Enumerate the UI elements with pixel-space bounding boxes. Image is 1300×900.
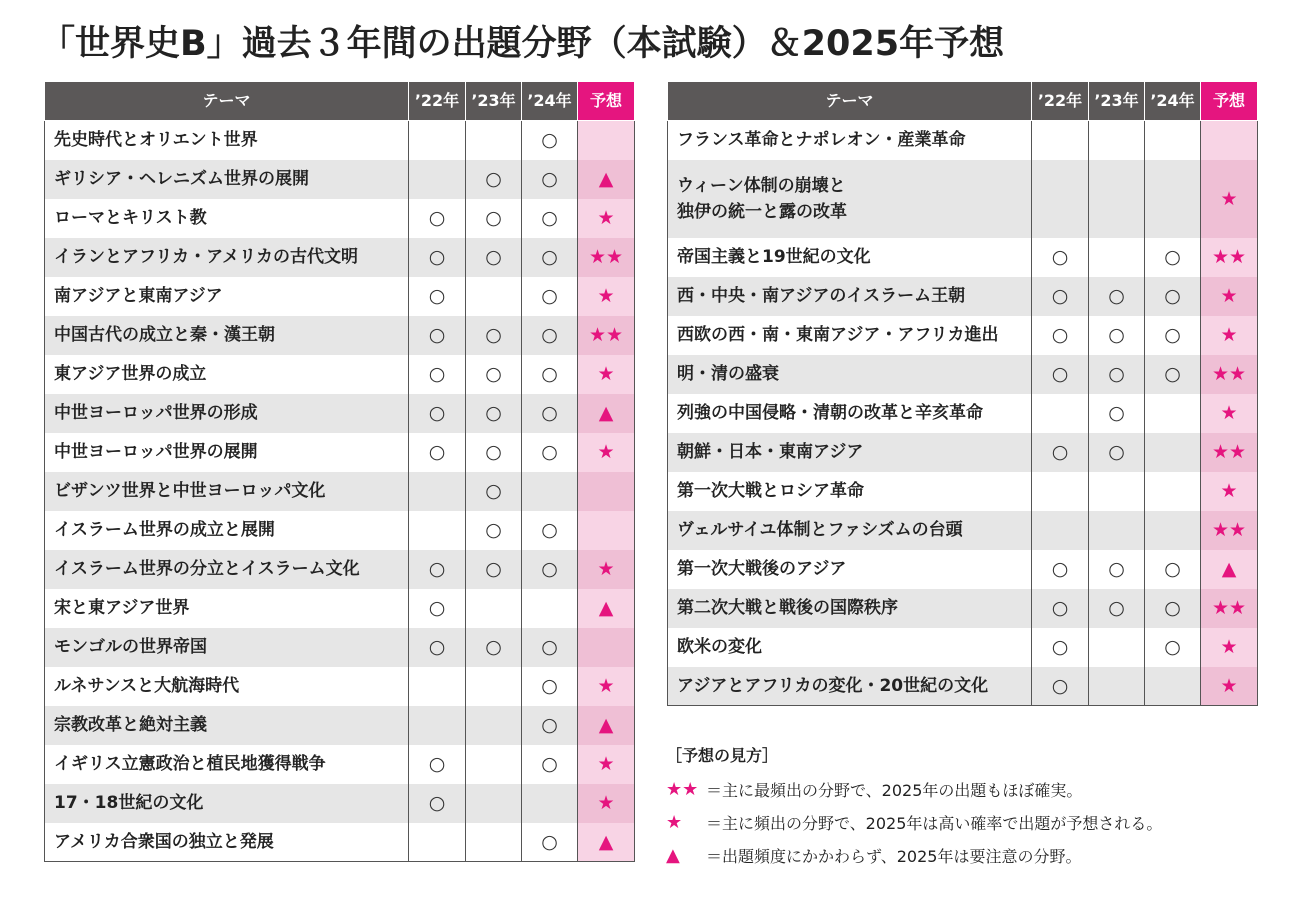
mark-cell-y22	[409, 511, 466, 550]
mark-cell-y23	[1089, 628, 1145, 667]
theme-label: 第二次大戦と戦後の国際秩序	[677, 598, 898, 618]
mark-cell-y24: ○	[1145, 550, 1201, 589]
prediction-cell: ★	[1201, 394, 1258, 433]
theme-cell	[668, 589, 1032, 628]
mark-cell-y22	[409, 706, 466, 745]
table-row	[668, 589, 1258, 628]
theme-cell	[668, 628, 1032, 667]
table-row	[668, 433, 1258, 472]
table-row	[45, 511, 635, 550]
mark-cell-y23: ○	[466, 472, 522, 511]
mark-cell-y24: ○	[522, 355, 578, 394]
mark-cell-y23	[466, 121, 522, 160]
mark-cell-y24	[1145, 160, 1201, 238]
theme-cell	[45, 589, 409, 628]
theme-cell	[668, 472, 1032, 511]
header-2023: ’23年	[466, 82, 522, 121]
theme-cell	[45, 238, 409, 277]
theme-cell	[45, 394, 409, 433]
mark-cell-y22: ○	[409, 199, 466, 238]
theme-label: イギリス立憲政治と植民地獲得戦争	[54, 754, 326, 774]
theme-cell	[45, 706, 409, 745]
mark-cell-y24: ○	[522, 745, 578, 784]
mark-cell-y24	[1145, 394, 1201, 433]
mark-cell-y23: ○	[466, 511, 522, 550]
mark-cell-y22	[409, 472, 466, 511]
legend-item-star	[666, 806, 1286, 839]
prediction-cell: ▲	[578, 394, 635, 433]
mark-cell-y22: ○	[409, 316, 466, 355]
theme-label: イランとアフリカ・アメリカの古代文明	[54, 247, 358, 267]
mark-cell-y22: ○	[409, 433, 466, 472]
mark-cell-y22	[1032, 121, 1089, 160]
prediction-cell: ▲	[578, 823, 635, 862]
mark-cell-y22: ○	[409, 355, 466, 394]
prediction-cell: ★	[578, 355, 635, 394]
table-row	[45, 784, 635, 823]
mark-cell-y22: ○	[409, 745, 466, 784]
mark-cell-y23: ○	[466, 199, 522, 238]
theme-cell	[668, 277, 1032, 316]
theme-cell	[668, 238, 1032, 277]
mark-cell-y22: ○	[409, 550, 466, 589]
theme-cell	[45, 433, 409, 472]
table-row	[45, 238, 635, 277]
mark-cell-y23: ○	[466, 628, 522, 667]
mark-cell-y23	[466, 784, 522, 823]
theme-cell	[668, 433, 1032, 472]
mark-cell-y24: ○	[1145, 355, 1201, 394]
theme-label: 明・清の盛衰	[677, 364, 779, 384]
theme-label: 朝鮮・日本・東南アジア	[677, 442, 864, 462]
theme-cell	[45, 199, 409, 238]
mark-cell-y24: ○	[522, 316, 578, 355]
mark-cell-y23: ○	[1089, 277, 1145, 316]
mark-cell-y24: ○	[522, 628, 578, 667]
mark-cell-y23: ○	[1089, 589, 1145, 628]
theme-cell	[45, 160, 409, 199]
right-table	[667, 81, 1258, 706]
mark-cell-y24	[522, 589, 578, 628]
prediction-cell: ★★	[578, 316, 635, 355]
prediction-cell	[578, 121, 635, 160]
prediction-cell: ★	[578, 667, 635, 706]
mark-cell-y24: ○	[522, 199, 578, 238]
theme-label: モンゴルの世界帝国	[54, 637, 207, 657]
prediction-cell: ★	[578, 550, 635, 589]
mark-cell-y24	[1145, 121, 1201, 160]
mark-cell-y24	[522, 784, 578, 823]
theme-cell	[668, 667, 1032, 706]
mark-cell-y23: ○	[466, 160, 522, 199]
theme-label: アメリカ合衆国の独立と発展	[54, 831, 274, 852]
prediction-cell	[578, 472, 635, 511]
legend-text: ＝出題頻度にかかわらず、2025年は要注意の分野。	[706, 847, 1082, 866]
mark-cell-y23: ○	[466, 238, 522, 277]
theme-label: 宋と東アジア世界	[54, 598, 190, 618]
theme-label: 西・中央・南アジアのイスラーム王朝	[677, 286, 966, 306]
prediction-cell	[578, 628, 635, 667]
prediction-cell: ▲	[578, 706, 635, 745]
header-prediction: 予想	[578, 82, 635, 121]
theme-cell	[45, 628, 409, 667]
prediction-cell: ★	[1201, 316, 1258, 355]
mark-cell-y22	[409, 121, 466, 160]
theme-label: ローマとキリスト教	[54, 208, 207, 228]
theme-cell	[45, 277, 409, 316]
mark-cell-y23	[1089, 238, 1145, 277]
prediction-cell: ★★	[1201, 589, 1258, 628]
prediction-cell: ★	[1201, 667, 1258, 706]
mark-cell-y22: ○	[1032, 628, 1089, 667]
table-row	[45, 394, 635, 433]
mark-cell-y24: ○	[522, 277, 578, 316]
mark-cell-y23	[1089, 160, 1145, 238]
prediction-cell	[1201, 121, 1258, 160]
theme-cell	[668, 160, 1032, 238]
table-row	[45, 160, 635, 199]
header-2024: ’24年	[1145, 82, 1201, 121]
table-row	[45, 550, 635, 589]
table-row	[45, 199, 635, 238]
mark-cell-y24	[1145, 667, 1201, 706]
prediction-cell: ★	[578, 745, 635, 784]
prediction-cell: ▲	[1201, 550, 1258, 589]
theme-label: 欧米の変化	[677, 637, 762, 657]
right-table-body	[668, 121, 1258, 706]
mark-cell-y22	[409, 667, 466, 706]
theme-label: ルネサンスと大航海時代	[54, 676, 240, 696]
mark-cell-y23	[466, 277, 522, 316]
theme-label-line2: 独伊の統一と露の改革	[677, 201, 847, 222]
mark-cell-y23	[466, 823, 522, 862]
theme-cell	[45, 121, 409, 160]
theme-label: 南アジアと東南アジア	[54, 286, 223, 306]
theme-label: ウィーン体制の崩壊と	[677, 175, 846, 196]
prediction-cell	[578, 511, 635, 550]
table-header-row	[45, 82, 635, 121]
legend-item-double-star	[666, 773, 1286, 806]
mark-cell-y23	[466, 589, 522, 628]
double-star-icon: ★★	[666, 779, 699, 800]
mark-cell-y22	[1032, 472, 1089, 511]
theme-cell	[668, 511, 1032, 550]
mark-cell-y24: ○	[1145, 277, 1201, 316]
mark-cell-y23: ○	[1089, 355, 1145, 394]
header-2024: ’24年	[522, 82, 578, 121]
theme-cell	[668, 355, 1032, 394]
table-header-row	[668, 82, 1258, 121]
mark-cell-y22: ○	[1032, 277, 1089, 316]
mark-cell-y23	[1089, 511, 1145, 550]
mark-cell-y22: ○	[1032, 355, 1089, 394]
table-row	[668, 160, 1258, 238]
header-2023: ’23年	[1089, 82, 1145, 121]
page-title: 「世界史B」過去３年間の出題分野（本試験）＆2025年予想	[40, 24, 1005, 64]
header-theme: テーマ	[45, 82, 409, 121]
theme-cell	[45, 823, 409, 862]
theme-label: ギリシア・ヘレニズム世界の展開	[54, 169, 309, 189]
mark-cell-y23	[1089, 472, 1145, 511]
theme-cell	[45, 745, 409, 784]
mark-cell-y23: ○	[1089, 316, 1145, 355]
theme-label: 中世ヨーロッパ世界の形成	[54, 403, 258, 423]
theme-label: 列強の中国侵略・清朝の改革と辛亥革命	[677, 403, 983, 423]
mark-cell-y24: ○	[522, 706, 578, 745]
theme-label: 中国古代の成立と秦・漢王朝	[54, 325, 275, 345]
prediction-cell: ★	[1201, 628, 1258, 667]
mark-cell-y22	[1032, 394, 1089, 433]
mark-cell-y22: ○	[1032, 589, 1089, 628]
theme-cell	[45, 550, 409, 589]
mark-cell-y23: ○	[1089, 433, 1145, 472]
left-table-body	[45, 121, 635, 862]
mark-cell-y22: ○	[409, 589, 466, 628]
mark-cell-y23	[1089, 667, 1145, 706]
mark-cell-y24: ○	[1145, 316, 1201, 355]
theme-cell	[45, 784, 409, 823]
mark-cell-y22: ○	[409, 277, 466, 316]
theme-cell	[45, 472, 409, 511]
theme-label: 中世ヨーロッパ世界の展開	[54, 442, 258, 462]
mark-cell-y22: ○	[1032, 550, 1089, 589]
mark-cell-y22: ○	[1032, 433, 1089, 472]
mark-cell-y23: ○	[466, 550, 522, 589]
mark-cell-y22	[1032, 511, 1089, 550]
mark-cell-y24: ○	[1145, 589, 1201, 628]
mark-cell-y22: ○	[409, 394, 466, 433]
mark-cell-y24: ○	[1145, 628, 1201, 667]
theme-label: ビザンツ世界と中世ヨーロッパ文化	[54, 481, 326, 501]
theme-label: フランス革命とナポレオン・産業革命	[677, 130, 966, 151]
theme-cell	[45, 667, 409, 706]
header-prediction: 予想	[1201, 82, 1258, 121]
theme-label: 17・18世紀の文化	[54, 793, 204, 813]
mark-cell-y24: ○	[522, 511, 578, 550]
mark-cell-y22	[1032, 160, 1089, 238]
theme-cell	[668, 316, 1032, 355]
prediction-cell: ★★	[1201, 355, 1258, 394]
mark-cell-y22: ○	[409, 238, 466, 277]
mark-cell-y23: ○	[466, 433, 522, 472]
prediction-cell: ★	[578, 199, 635, 238]
prediction-cell: ★	[578, 433, 635, 472]
table-row	[668, 550, 1258, 589]
table-row	[668, 472, 1258, 511]
theme-cell	[45, 511, 409, 550]
mark-cell-y23: ○	[466, 394, 522, 433]
theme-label: イスラーム世界の分立とイスラーム文化	[54, 559, 360, 579]
prediction-cell: ★	[578, 277, 635, 316]
table-row	[668, 628, 1258, 667]
table-row	[45, 316, 635, 355]
theme-label: 第一次大戦後のアジア	[677, 559, 847, 579]
mark-cell-y23	[466, 745, 522, 784]
table-row	[668, 355, 1258, 394]
prediction-cell: ★	[578, 784, 635, 823]
theme-cell	[45, 316, 409, 355]
legend-item-triangle	[666, 839, 1286, 872]
mark-cell-y23: ○	[1089, 550, 1145, 589]
mark-cell-y24: ○	[522, 160, 578, 199]
legend-text: ＝主に頻出の分野で、2025年は高い確率で出題が予想される。	[706, 814, 1163, 833]
table-row	[668, 511, 1258, 550]
mark-cell-y22: ○	[409, 628, 466, 667]
theme-label: ヴェルサイユ体制とファシズムの台頭	[677, 520, 963, 540]
prediction-cell: ★	[1201, 160, 1258, 238]
table-row	[45, 472, 635, 511]
prediction-cell: ▲	[578, 160, 635, 199]
table-row	[668, 238, 1258, 277]
table-row	[668, 316, 1258, 355]
triangle-icon: ▲	[666, 845, 680, 866]
theme-label: イスラーム世界の成立と展開	[54, 520, 275, 540]
mark-cell-y23: ○	[466, 355, 522, 394]
mark-cell-y23: ○	[1089, 394, 1145, 433]
theme-cell	[45, 355, 409, 394]
table-row	[45, 628, 635, 667]
table-row	[668, 667, 1258, 706]
mark-cell-y23: ○	[466, 316, 522, 355]
theme-label: 帝国主義と19世紀の文化	[677, 247, 871, 267]
table-row	[45, 589, 635, 628]
theme-label: 先史時代とオリエント世界	[54, 130, 258, 151]
table-row	[45, 706, 635, 745]
legend-heading: ［予想の見方］	[666, 746, 779, 765]
mark-cell-y24: ○	[522, 238, 578, 277]
table-row	[45, 745, 635, 784]
mark-cell-y23	[466, 667, 522, 706]
theme-label: 宗教改革と絶対主義	[54, 715, 207, 735]
table-row	[45, 121, 635, 160]
theme-label: 西欧の西・南・東南アジア・アフリカ進出	[677, 325, 999, 345]
prediction-cell: ★	[1201, 472, 1258, 511]
table-row	[668, 277, 1258, 316]
mark-cell-y22	[409, 823, 466, 862]
theme-cell	[668, 394, 1032, 433]
legend	[666, 745, 1286, 872]
mark-cell-y22: ○	[1032, 667, 1089, 706]
prediction-cell: ★★	[578, 238, 635, 277]
mark-cell-y24	[1145, 472, 1201, 511]
mark-cell-y23	[466, 706, 522, 745]
prediction-cell: ▲	[578, 589, 635, 628]
table-row	[45, 823, 635, 862]
theme-label: アジアとアフリカの変化・20世紀の文化	[677, 675, 989, 696]
mark-cell-y23	[1089, 121, 1145, 160]
prediction-cell: ★★	[1201, 433, 1258, 472]
theme-cell	[668, 121, 1032, 160]
header-theme: テーマ	[668, 82, 1032, 121]
theme-label: 第一次大戦とロシア革命	[677, 481, 864, 501]
mark-cell-y24	[522, 472, 578, 511]
mark-cell-y22: ○	[1032, 238, 1089, 277]
mark-cell-y24: ○	[522, 550, 578, 589]
mark-cell-y24: ○	[522, 667, 578, 706]
mark-cell-y24: ○	[522, 394, 578, 433]
theme-cell	[668, 550, 1032, 589]
mark-cell-y24: ○	[522, 433, 578, 472]
table-row	[45, 355, 635, 394]
mark-cell-y24: ○	[522, 823, 578, 862]
mark-cell-y22	[409, 160, 466, 199]
table-row	[668, 394, 1258, 433]
mark-cell-y22: ○	[1032, 316, 1089, 355]
legend-text: ＝主に最頻出の分野で、2025年の出題もほぼ確実。	[706, 781, 1083, 800]
theme-label: 東アジア世界の成立	[54, 364, 207, 384]
header-2022: ’22年	[1032, 82, 1089, 121]
mark-cell-y24: ○	[1145, 238, 1201, 277]
header-2022: ’22年	[409, 82, 466, 121]
mark-cell-y24	[1145, 433, 1201, 472]
prediction-cell: ★★	[1201, 511, 1258, 550]
mark-cell-y22: ○	[409, 784, 466, 823]
mark-cell-y24: ○	[522, 121, 578, 160]
mark-cell-y24	[1145, 511, 1201, 550]
table-row	[45, 667, 635, 706]
table-row	[45, 277, 635, 316]
prediction-cell: ★★	[1201, 238, 1258, 277]
left-table	[44, 81, 635, 862]
star-icon: ★	[666, 812, 683, 833]
table-row	[45, 433, 635, 472]
prediction-cell: ★	[1201, 277, 1258, 316]
table-row	[668, 121, 1258, 160]
